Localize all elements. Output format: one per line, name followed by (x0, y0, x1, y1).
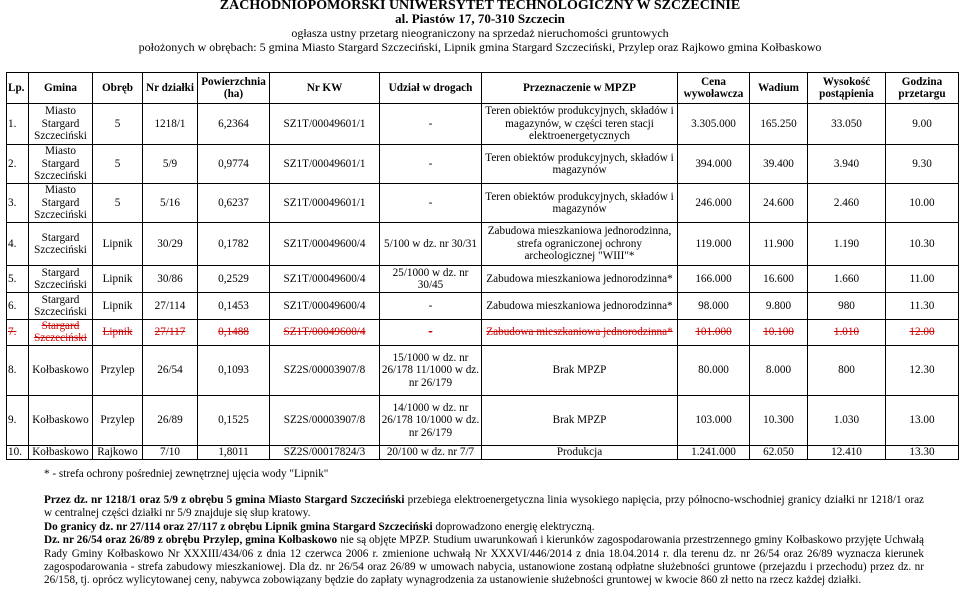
cell-cena: 3.305.000 (678, 104, 750, 145)
cell-udzial: - (380, 184, 482, 223)
cell-nr-kw: SZ1T/00049601/1 (270, 184, 380, 223)
cell-godzina: 11.00 (886, 266, 959, 293)
cell-nr-dzialki: 7/10 (143, 445, 198, 459)
cell-godzina: 12.30 (886, 345, 959, 395)
cell-lp: 6. (7, 293, 29, 320)
cell-gmina: Stargard Szczeciński (29, 293, 93, 320)
cell-udzial: - (380, 320, 482, 346)
cell-gmina: Kołbaskowo (29, 395, 93, 445)
document-header (0, 0, 960, 55)
footnote: * - strefa ochrony pośredniej zewnętrznej ujęcia wody "Lipnik" (44, 468, 329, 480)
cell-cena: 101.000 (678, 320, 750, 346)
cell-lp: 4. (7, 223, 29, 266)
cell-udzial: 25/1000 w dz. nr 30/45 (380, 266, 482, 293)
note-paragraph (44, 534, 924, 588)
cell-nr-kw: SZ1T/00049601/1 (270, 104, 380, 145)
cell-obreb: Lipnik (93, 293, 143, 320)
cell-lp: 8. (7, 345, 29, 395)
cell-przeznaczenie: Brak MPZP (482, 345, 678, 395)
cell-godzina: 9.30 (886, 145, 959, 184)
table-row (7, 266, 959, 293)
cell-udzial: 15/1000 w dz. nr 26/178 11/1000 w dz. nr 26/179 (380, 345, 482, 395)
cell-obreb: Przylep (93, 345, 143, 395)
col-header-godzina: Godzina przetargu (886, 73, 959, 104)
cell-nr-kw: SZ2S/00003907/8 (270, 345, 380, 395)
cell-postapienie: 12.410 (808, 445, 886, 459)
col-header-gmina: Gmina (29, 73, 93, 104)
cell-wadium: 10.300 (750, 395, 808, 445)
cell-przeznaczenie: Brak MPZP (482, 395, 678, 445)
announcement-line: ogłasza ustny przetarg nieograniczony na sprzedaż nieruchomości gruntowych (291, 26, 669, 40)
cell-postapienie: 3.940 (808, 145, 886, 184)
cell-powierzchnia: 0,1525 (198, 395, 270, 445)
cell-wadium: 11.900 (750, 223, 808, 266)
cell-gmina: Miasto Stargard Szczeciński (29, 104, 93, 145)
table-row (7, 345, 959, 395)
cell-nr-dzialki: 26/54 (143, 345, 198, 395)
university-address: al. Piastów 17, 70-310 Szczecin (395, 11, 565, 26)
note-text: doprowadzono energię elektryczną. (432, 520, 595, 533)
cell-wadium: 16.600 (750, 266, 808, 293)
properties-table (6, 72, 959, 460)
cell-godzina: 9.00 (886, 104, 959, 145)
cell-udzial: 14/1000 w dz. nr 26/178 10/1000 w dz. nr 26/179 (380, 395, 482, 445)
cell-gmina: Kołbaskowo (29, 445, 93, 459)
cell-postapienie: 1.030 (808, 395, 886, 445)
cell-przeznaczenie: Zabudowa mieszkaniowa jednorodzinna* (482, 293, 678, 320)
cell-postapienie: 33.050 (808, 104, 886, 145)
cell-powierzchnia: 0,1488 (198, 320, 270, 346)
cell-udzial: - (380, 145, 482, 184)
cell-gmina: Miasto Stargard Szczeciński (29, 145, 93, 184)
cell-przeznaczenie: Zabudowa mieszkaniowa jednorodzinna* (482, 266, 678, 293)
table-row (7, 445, 959, 459)
table-row (7, 395, 959, 445)
cell-lp: 9. (7, 395, 29, 445)
cell-powierzchnia: 0,1782 (198, 223, 270, 266)
cell-cena: 166.000 (678, 266, 750, 293)
table-row-withdrawn (7, 320, 959, 346)
cell-powierzchnia: 0,9774 (198, 145, 270, 184)
cell-postapienie: 2.460 (808, 184, 886, 223)
col-header-wadium: Wadium (750, 73, 808, 104)
table-row (7, 293, 959, 320)
cell-godzina: 11.30 (886, 293, 959, 320)
col-header-nr-kw: Nr KW (270, 73, 380, 104)
cell-gmina: Stargard Szczeciński (29, 223, 93, 266)
cell-nr-kw: SZ1T/00049600/4 (270, 320, 380, 346)
cell-nr-kw: SZ2S/00017824/3 (270, 445, 380, 459)
cell-obreb: Lipnik (93, 266, 143, 293)
cell-lp: 10. (7, 445, 29, 459)
cell-nr-dzialki: 5/9 (143, 145, 198, 184)
cell-postapienie: 800 (808, 345, 886, 395)
cell-postapienie: 980 (808, 293, 886, 320)
cell-przeznaczenie: Teren obiektów produkcyjnych, składów i magazynów (482, 184, 678, 223)
cell-wadium: 10.100 (750, 320, 808, 346)
cell-wadium: 165.250 (750, 104, 808, 145)
col-header-postapienie: Wysokość postąpienia (808, 73, 886, 104)
cell-powierzchnia: 1,8011 (198, 445, 270, 459)
cell-gmina: Stargard Szczeciński (29, 320, 93, 346)
cell-powierzchnia: 0,1093 (198, 345, 270, 395)
note-text: nie są objęte MPZP. Studium uwarunkowań i kierunków zagospodarowania przestrzennego gminy Kołbaskowo przyjęte Uchwałą Rady Gminy Kołbaskowo Nr XXXIII/434/06 z dnia 12 czerwca 2006 r. zmienione uchwałą Nr XXXVI/446/2014 z dnia 18.04.2014 r. dla terenu dz. nr 26/54 oraz 26/89 wyznacza kierunek zagospodarowania - strefa zabudowy mieszkaniowej. Dla dz. nr 26/54 oraz 26/89 w umowach nabycia, ustanowione zostaną odpłatne służebności gruntowe (przejazdu i przechodu) przez dz. nr 26/158, tj. oprócz wylicytowanej ceny, nabywca zobowiązany będzie do zapłaty wynagrodzenia za ustanowienie służebności gruntowej w kwocie 860 zł netto na rzecz każdej działki. (44, 534, 924, 587)
cell-obreb: Lipnik (93, 223, 143, 266)
col-header-obreb: Obręb (93, 73, 143, 104)
cell-nr-kw: SZ1T/00049601/1 (270, 145, 380, 184)
cell-godzina: 13.00 (886, 395, 959, 445)
col-header-nr-dzialki: Nr działki (143, 73, 198, 104)
cell-nr-dzialki: 5/16 (143, 184, 198, 223)
col-header-udzial: Udział w drogach (380, 73, 482, 104)
col-header-przeznaczenie: Przeznaczenie w MPZP (482, 73, 678, 104)
cell-wadium: 24.600 (750, 184, 808, 223)
cell-cena: 246.000 (678, 184, 750, 223)
cell-przeznaczenie: Teren obiektów produkcyjnych, składów i magazynów, w części teren stacji elektroenergetycznych (482, 104, 678, 145)
cell-lp: 3. (7, 184, 29, 223)
cell-nr-dzialki: 30/86 (143, 266, 198, 293)
cell-nr-dzialki: 30/29 (143, 223, 198, 266)
table-row (7, 104, 959, 145)
cell-gmina: Miasto Stargard Szczeciński (29, 184, 93, 223)
cell-wadium: 8.000 (750, 345, 808, 395)
cell-gmina: Kołbaskowo (29, 345, 93, 395)
cell-cena: 1.241.000 (678, 445, 750, 459)
cell-udzial: 20/100 w dz. nr 7/7 (380, 445, 482, 459)
cell-nr-dzialki: 27/114 (143, 293, 198, 320)
cell-wadium: 39.400 (750, 145, 808, 184)
cell-postapienie: 1.190 (808, 223, 886, 266)
note-bold: Do granicy dz. nr 27/114 oraz 27/117 z obrębu Lipnik gmina Stargard Szczeciński (44, 520, 433, 533)
cell-godzina: 10.00 (886, 184, 959, 223)
university-name: ZACHODNIOPOMORSKI UNIWERSYTET TECHNOLOGICZNY W SZCZECINIE (219, 0, 741, 12)
cell-gmina: Stargard Szczeciński (29, 266, 93, 293)
cell-obreb: 5 (93, 184, 143, 223)
cell-przeznaczenie: Zabudowa mieszkaniowa jednorodzinna, strefa ograniczonej ochrony archeologicznej "WIII"* (482, 223, 678, 266)
cell-postapienie: 1.010 (808, 320, 886, 346)
note-paragraph (44, 521, 924, 534)
cell-godzina: 13.30 (886, 445, 959, 459)
note-bold: Przez dz. nr 1218/1 oraz 5/9 z obrębu 5 gmina Miasto Stargard Szczeciński (44, 494, 405, 506)
cell-wadium: 62.050 (750, 445, 808, 459)
cell-lp: 7. (7, 320, 29, 346)
location-line: położonych w obrębach: 5 gmina Miasto Stargard Szczeciński, Lipnik gmina Stargard Szczeciński, Przylep oraz Rajkowo gmina Kołbaskowo (138, 40, 822, 54)
cell-cena: 103.000 (678, 395, 750, 445)
cell-godzina: 12.00 (886, 320, 959, 346)
cell-obreb: Lipnik (93, 320, 143, 346)
cell-obreb: Rajkowo (93, 445, 143, 459)
col-header-lp: Lp. (7, 73, 29, 104)
notes-section (44, 494, 924, 588)
cell-lp: 5. (7, 266, 29, 293)
cell-powierzchnia: 0,6237 (198, 184, 270, 223)
table-row (7, 184, 959, 223)
table-row (7, 223, 959, 266)
cell-nr-kw: SZ2S/00003907/8 (270, 395, 380, 445)
cell-przeznaczenie: Teren obiektów produkcyjnych, składów i magazynów (482, 145, 678, 184)
cell-cena: 98.000 (678, 293, 750, 320)
cell-postapienie: 1.660 (808, 266, 886, 293)
note-paragraph (44, 494, 924, 521)
cell-przeznaczenie: Produkcja (482, 445, 678, 459)
cell-lp: 1. (7, 104, 29, 145)
table-header-row (7, 73, 959, 104)
note-bold: Dz. nr 26/54 oraz 26/89 z obrębu Przylep, gmina Kołbaskowo (44, 534, 338, 547)
cell-obreb: 5 (93, 145, 143, 184)
cell-udzial: 5/100 w dz. nr 30/31 (380, 223, 482, 266)
cell-cena: 80.000 (678, 345, 750, 395)
cell-powierzchnia: 0,2529 (198, 266, 270, 293)
cell-obreb: Przylep (93, 395, 143, 445)
cell-godzina: 10.30 (886, 223, 959, 266)
cell-cena: 394.000 (678, 145, 750, 184)
table-row (7, 145, 959, 184)
cell-powierzchnia: 0,1453 (198, 293, 270, 320)
cell-lp: 2. (7, 145, 29, 184)
cell-udzial: - (380, 104, 482, 145)
cell-nr-kw: SZ1T/00049600/4 (270, 293, 380, 320)
cell-nr-kw: SZ1T/00049600/4 (270, 223, 380, 266)
note-text: przebiega elektroenergetyczna linia wysokiego napięcia, przy północno-wschodniej granicy działki nr 1218/1 oraz w centralnej części działki nr 5/9 znajduje się słup kratowy. (44, 494, 924, 520)
cell-powierzchnia: 6,2364 (198, 104, 270, 145)
cell-przeznaczenie: Zabudowa mieszkaniowa jednorodzinna* (482, 320, 678, 346)
cell-nr-kw: SZ1T/00049600/4 (270, 266, 380, 293)
cell-cena: 119.000 (678, 223, 750, 266)
cell-udzial: - (380, 293, 482, 320)
cell-nr-dzialki: 27/117 (143, 320, 198, 346)
cell-nr-dzialki: 1218/1 (143, 104, 198, 145)
col-header-cena: Cena wywoławcza (678, 73, 750, 104)
cell-nr-dzialki: 26/89 (143, 395, 198, 445)
col-header-powierzchnia: Powierzchnia (ha) (198, 73, 270, 104)
cell-obreb: 5 (93, 104, 143, 145)
cell-wadium: 9.800 (750, 293, 808, 320)
